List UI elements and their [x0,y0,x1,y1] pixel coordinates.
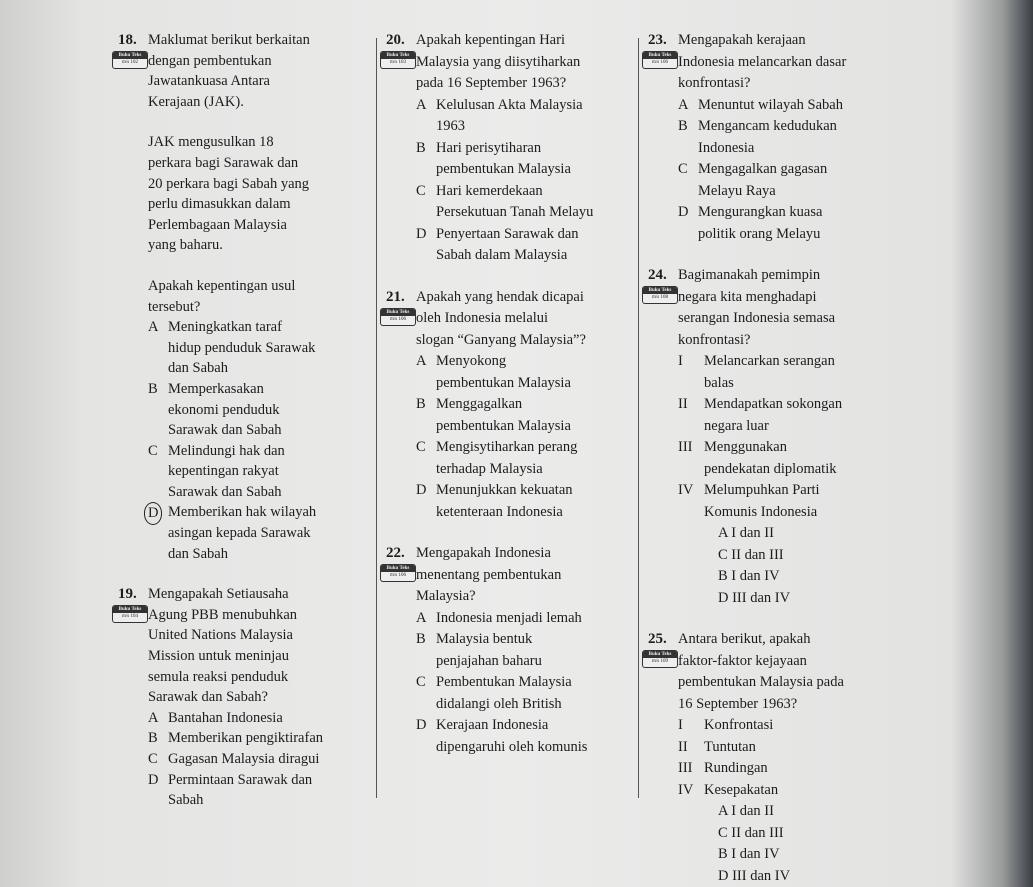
option-text: Meningkatkan taraf [168,317,370,338]
option-letter: IV [678,480,698,502]
question [648,265,888,609]
question-stem-line: Bagimanakah pemimpin [678,265,888,287]
answer-option [148,749,370,770]
option-letter: D [148,770,158,791]
answer-option [148,770,370,811]
question [648,30,888,245]
answer-option [678,202,888,245]
question-stem-line: Apakah yang hendak dicapai [416,287,631,309]
badge-label: Buku Teks [643,287,677,294]
question-number: 22. [386,543,405,565]
option-letter: C [416,437,426,459]
answer-option [148,317,370,379]
question-stem-line: tersebut? [148,297,370,318]
question [118,584,370,811]
option-text: pembentukan Malaysia [436,373,631,395]
option-text: Melindungi hak dan [168,441,370,462]
question-stem-line: perlu dimasukkan dalam [148,194,370,215]
option-letter: II [678,394,698,416]
badge-page: m/s 109 [652,659,668,664]
option-text: Melayu Raya [698,181,888,203]
answer-option [148,441,370,503]
answer-option [148,379,370,441]
answer-option: D III dan IV [718,866,818,887]
option-text: Melancarkan serangan [704,351,888,373]
option-text: Hari perisytiharan [436,138,631,160]
option-letter: III [678,758,698,780]
badge-label: Buku Teks [381,309,415,316]
answer-option [148,708,370,729]
option-text: Menggagalkan [436,394,631,416]
statement-item [678,394,888,437]
question-stem-line: oleh Indonesia melalui [416,308,631,330]
question-stem-line: Kerajaan (JAK). [148,92,370,113]
question-stem-line: Indonesia melancarkan dasar [678,52,888,74]
option-text: Gagasan Malaysia diragui [168,749,370,770]
answer-option [416,224,631,267]
option-letter: A [148,317,158,338]
answer-option: B I dan IV [718,844,818,866]
badge-page: m/s 106 [390,317,406,322]
option-text: terhadap Malaysia [436,459,631,481]
option-letter: C [416,672,426,694]
question-stem-line: Apakah kepentingan usul [148,276,370,297]
answer-row [678,523,888,566]
answer-option [678,159,888,202]
question-stem-line: Malaysia? [416,586,631,608]
answer-option: D III dan IV [718,588,818,610]
column-3 [648,30,888,887]
option-letter: B [416,394,426,416]
option-text: Kesepakatan [704,780,888,802]
option-text: hidup penduduk Sarawak [168,338,370,359]
question-number: 19. [118,584,137,605]
option-text: Rundingan [704,758,888,780]
answer-row [678,801,888,844]
option-letter: B [678,116,688,138]
option-text: Penyertaan Sarawak dan [436,224,631,246]
option-text: Mengancam kedudukan [698,116,888,138]
option-letter: C [678,159,688,181]
answer-option [678,95,888,117]
textbook-badge [642,650,678,668]
statement-item [678,780,888,802]
question-number: 20. [386,30,405,52]
option-text: Mengurangkan kuasa [698,202,888,224]
option-text: didalangi oleh British [436,694,631,716]
question-stem-line: slogan “Ganyang Malaysia”? [416,330,631,352]
answer-row [678,566,888,609]
answer-option [416,608,631,630]
badge-page: m/s 106 [652,60,668,65]
textbook-badge [380,564,416,582]
option-text: politik orang Melayu [698,224,888,246]
option-text: asingan kepada Sarawak [168,523,370,544]
question-stem-line: serangan Indonesia semasa [678,308,888,330]
option-text: Sabah dalam Malaysia [436,245,631,267]
option-text: pembentukan Malaysia [436,159,631,181]
question-stem-line: faktor-faktor kejayaan [678,651,888,673]
statement-item [678,758,888,780]
textbook-badge [642,51,678,69]
answer-option [416,351,631,394]
option-text: Menuntut wilayah Sabah [698,95,888,117]
option-text: ekonomi penduduk [168,400,370,421]
question-stem-line: menentang pembentukan [416,565,631,587]
question-stem-line: Mengapakah Indonesia [416,543,631,565]
option-letter: B [148,728,158,749]
option-letter: B [416,629,426,651]
option-text: Kelulusan Akta Malaysia [436,95,631,117]
option-text: dipengaruhi oleh komunis [436,737,631,759]
answer-option [416,480,631,523]
column-2 [386,30,631,758]
option-text: Menyokong [436,351,631,373]
question-number: 25. [648,629,667,651]
option-text: 1963 [436,116,631,138]
question-number: 24. [648,265,667,287]
question [118,30,370,564]
option-letter: D [144,502,162,525]
option-text: pendekatan diplomatik [704,459,888,481]
answer-option: A I dan II [718,523,818,545]
textbook-badge [642,286,678,304]
answer-option [416,672,631,715]
answer-option: C II dan III [718,823,818,845]
answer-option [416,394,631,437]
question-stem-line: Apakah kepentingan Hari [416,30,631,52]
option-letter: A [416,351,426,373]
option-text: Pembentukan Malaysia [436,672,631,694]
textbook-badge [380,51,416,69]
question-stem-line: semula reaksi penduduk [148,667,370,688]
statement-item [678,437,888,480]
question-number: 23. [648,30,667,52]
textbook-badge [380,308,416,326]
question-stem-line: Agung PBB menubuhkan [148,605,370,626]
option-text: Kerajaan Indonesia [436,715,631,737]
question-stem-line: dengan pembentukan [148,51,370,72]
question-number: 18. [118,30,137,51]
option-text: kepentingan rakyat [168,461,370,482]
option-text: balas [704,373,888,395]
statement-item [678,737,888,759]
option-text: Malaysia bentuk [436,629,631,651]
option-text: pembentukan Malaysia [436,416,631,438]
question-stem-line: pembentukan Malaysia pada [678,672,888,694]
option-letter: B [416,138,426,160]
option-text: Indonesia [698,138,888,160]
question-stem-line: Jawatankuasa Antara [148,71,370,92]
option-text: Sarawak dan Sabah [168,482,370,503]
badge-page: m/s 108 [652,295,668,300]
option-text: Mendapatkan sokongan [704,394,888,416]
option-text: Menggunakan [704,437,888,459]
question-stem-line: Maklumat berikut berkaitan [148,30,370,51]
badge-label: Buku Teks [381,52,415,59]
textbook-badge [112,51,148,69]
column-divider [376,38,377,798]
badge-page: m/s 103 [390,60,406,65]
question-stem-line: 16 September 1963? [678,694,888,716]
option-letter: I [678,715,698,737]
option-letter: A [148,708,158,729]
question-stem-line: United Nations Malaysia [148,625,370,646]
answer-option [148,502,370,564]
badge-label: Buku Teks [643,651,677,658]
option-letter: II [678,737,698,759]
badge-label: Buku Teks [113,606,147,613]
question-stem-line: perkara bagi Sarawak dan [148,153,370,174]
badge-page: m/s 106 [390,573,406,578]
option-text: Konfrontasi [704,715,888,737]
option-text: dan Sabah [168,358,370,379]
spacer [148,256,370,276]
option-text: Sabah [168,790,370,811]
option-text: Melumpuhkan Parti [704,480,888,502]
question-stem-line: Mengapakah kerajaan [678,30,888,52]
question-stem-line: konfrontasi? [678,73,888,95]
statement-item [678,715,888,737]
answer-option [416,715,631,758]
question-stem-line: pada 16 September 1963? [416,73,631,95]
option-text: Persekutuan Tanah Melayu [436,202,631,224]
option-letter: C [148,749,158,770]
option-text: Menunjukkan kekuatan [436,480,631,502]
answer-row [678,844,888,887]
badge-page: m/s 104 [122,614,138,619]
answer-option: B I dan IV [718,566,818,588]
column-1 [118,30,370,811]
question-stem-line: JAK mengusulkan 18 [148,132,370,153]
answer-option [678,116,888,159]
question-stem-line: konfrontasi? [678,330,888,352]
spacer [148,112,370,132]
answer-option [416,138,631,181]
option-text: Mengagalkan gagasan [698,159,888,181]
question-stem-line: Sarawak dan Sabah? [148,687,370,708]
option-text: Memperkasakan [168,379,370,400]
question [386,30,631,267]
question-stem-line: yang baharu. [148,235,370,256]
option-text: Memberikan pengiktirafan [168,728,370,749]
question-stem-line: 20 perkara bagi Sabah yang [148,174,370,195]
answer-option [148,728,370,749]
option-text: negara luar [704,416,888,438]
answer-option: A I dan II [718,801,818,823]
question [386,543,631,758]
option-text: Memberikan hak wilayah [168,502,370,523]
question-number: 21. [386,287,405,309]
badge-label: Buku Teks [643,52,677,59]
badge-page: m/s 102 [122,60,138,65]
option-letter: D [678,202,688,224]
option-letter: A [416,95,426,117]
answer-option [416,95,631,138]
option-text: Sarawak dan Sabah [168,420,370,441]
option-letter: C [416,181,426,203]
option-text: Permintaan Sarawak dan [168,770,370,791]
option-letter: I [678,351,698,373]
option-text: Komunis Indonesia [704,502,888,524]
answer-option [416,629,631,672]
question-stem-line: negara kita menghadapi [678,287,888,309]
answer-option [416,437,631,480]
option-text: Indonesia menjadi lemah [436,608,631,630]
option-text: Tuntutan [704,737,888,759]
answer-option: C II dan III [718,545,818,567]
option-letter: III [678,437,698,459]
column-divider [638,38,639,798]
question-stem-line: Perlembagaan Malaysia [148,215,370,236]
question-stem-line: Mission untuk meninjau [148,646,370,667]
option-letter: D [416,480,426,502]
option-letter: C [148,441,158,462]
option-letter: A [678,95,688,117]
option-letter: B [148,379,158,400]
option-letter: A [416,608,426,630]
option-text: Hari kemerdekaan [436,181,631,203]
option-text: ketenteraan Indonesia [436,502,631,524]
question-stem-line: Mengapakah Setiausaha [148,584,370,605]
option-letter: D [416,715,426,737]
option-text: Bantahan Indonesia [168,708,370,729]
answer-option [416,181,631,224]
question [648,629,888,887]
question [386,287,631,524]
option-text: Mengisytiharkan perang [436,437,631,459]
statement-item [678,480,888,523]
statement-item [678,351,888,394]
option-letter: D [416,224,426,246]
question-stem-line: Antara berikut, apakah [678,629,888,651]
option-text: penjajahan baharu [436,651,631,673]
question-stem-line: Malaysia yang diisytiharkan [416,52,631,74]
textbook-badge [112,605,148,623]
badge-label: Buku Teks [381,565,415,572]
badge-label: Buku Teks [113,52,147,59]
option-letter: IV [678,780,698,802]
option-text: dan Sabah [168,544,370,565]
